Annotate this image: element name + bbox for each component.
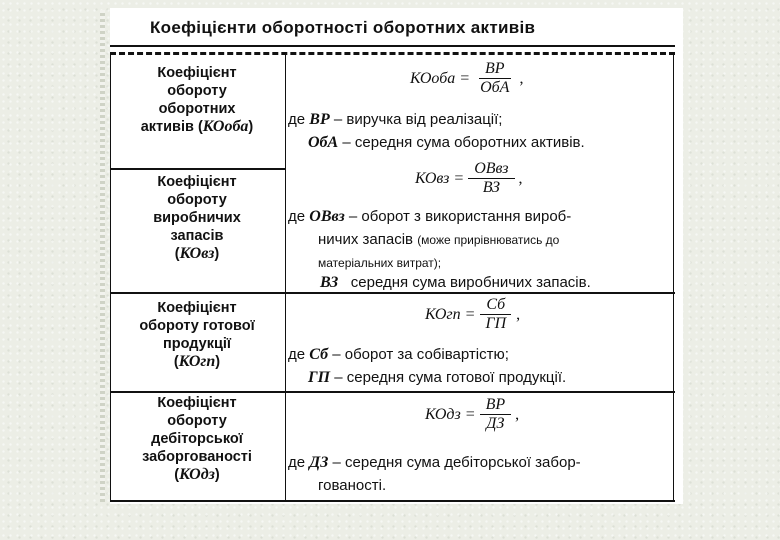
definition-ovvz-note: матеріальних витрат); bbox=[318, 256, 442, 270]
formula-finished-goods-turnover: КОгп = $\frac{Сб}{ГП}$ , bbox=[425, 296, 521, 332]
definition-ovvz: де ОВвз – оборот з використання вироб- bbox=[288, 208, 572, 225]
definition-gp: ГП – середня сума готової продукції. bbox=[308, 369, 567, 386]
label-asset-turnover: Коефіцієнт обороту оборотних активів (КОоба) bbox=[140, 65, 254, 135]
formula-receivables-turnover: КОдз = $\frac{ВР}{ДЗ}$ , bbox=[425, 396, 520, 432]
left-stripe bbox=[100, 10, 105, 502]
page-title: Коефіцієнти оборотності оборотних активів bbox=[150, 18, 536, 37]
title-rule-top bbox=[110, 45, 675, 47]
label-receivables-turnover: Коефіцієнт обороту дебіторської заборгованості (КОдз) bbox=[142, 395, 252, 483]
formula-inventory-turnover: КОвз = $\frac{\text{ОВвз}}{ВЗ}$ , bbox=[415, 160, 523, 196]
table-bottom bbox=[110, 500, 675, 502]
label-inventory-turnover: Коефіцієнт обороту виробничих запасів (КОвз) bbox=[153, 174, 241, 262]
document-sheet bbox=[110, 8, 683, 504]
row-divider-2 bbox=[110, 292, 675, 294]
definition-vr: де ВР – виручка від реалізації; bbox=[288, 111, 503, 128]
definition-dz-cont: гованості. bbox=[318, 477, 387, 494]
definition-dz: де ДЗ – середня сума дебіторської забор- bbox=[288, 454, 581, 471]
label-finished-goods-turnover: Коефіцієнт обороту готової продукції (КОгп) bbox=[139, 300, 255, 370]
definition-vz: ВЗ середня сума виробничих запасів. bbox=[320, 274, 591, 291]
title-rule-bottom bbox=[110, 52, 675, 55]
row-divider-1 bbox=[110, 168, 285, 170]
definition-ovvz-cont: ничих запасів (може прирівнюватись до bbox=[318, 231, 560, 248]
formula-asset-turnover: КОоба = $\frac{ВР}{\text{ОбА}}$ , bbox=[410, 60, 524, 96]
table-right-border bbox=[673, 54, 674, 501]
row-divider-3 bbox=[110, 391, 675, 393]
table-left-border bbox=[110, 54, 111, 501]
column-divider bbox=[285, 54, 286, 501]
definition-oba: ОбА – середня сума оборотних активів. bbox=[308, 134, 585, 151]
definition-sb: де Сб – оборот за собівартістю; bbox=[288, 346, 509, 363]
